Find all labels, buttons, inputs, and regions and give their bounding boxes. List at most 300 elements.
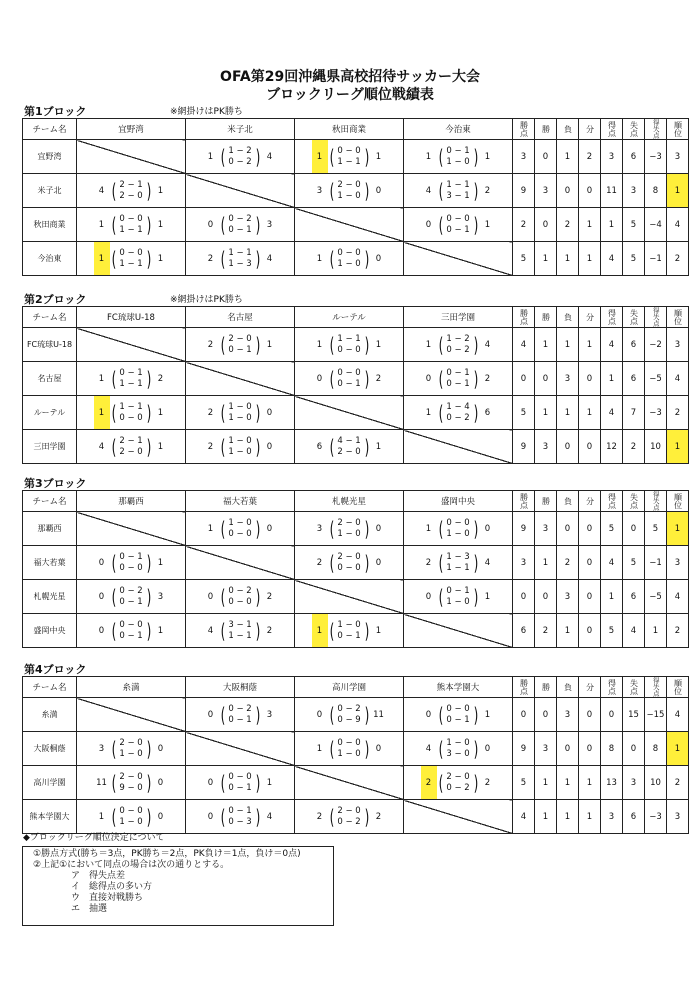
total-score: 2 [207,441,214,452]
second-half-score: 2 − 0 [119,190,143,201]
opponent-column-header: 名古屋 [186,307,295,328]
half-scores [337,436,360,458]
pk-win-score: 2 [421,766,437,799]
opponent-total-score: 0 [157,811,164,822]
match-result-cell: 1 ( 0 − 0 1 − 1 ) 1 [295,140,404,174]
first-half-score: 2 − 1 [119,179,143,190]
opponent-total-score: 2 [157,373,164,384]
rank-value: 3 [667,140,689,174]
first-half-score: 0 − 1 [446,585,470,596]
second-half-score: 1 − 1 [228,630,252,641]
points-value: 6 [513,614,535,648]
self-match-cell [404,614,513,648]
draws-value: 1 [579,208,601,242]
wins-value: 0 [535,140,557,174]
opponent-total-score: 0 [375,743,382,754]
points-column-header: 勝点 [513,307,535,328]
team-row [23,174,689,208]
second-half-score: 0 − 9 [337,714,361,725]
second-half-score: 0 − 2 [446,412,470,423]
goals-against-value: 5 [623,546,645,580]
losses-value: 0 [557,174,579,208]
team-name: 糸満 [23,698,77,732]
half-scores [228,248,251,270]
goals-against-value: 2 [623,430,645,464]
total-score: 1 [98,219,105,230]
goals-against-value: 3 [623,766,645,800]
opponent-total-score: 4 [484,557,491,568]
half-scores [228,402,251,424]
half-scores [119,368,142,390]
half-scores [337,552,360,574]
first-half-score: 0 − 0 [337,737,361,748]
match-result-cell: 2 ( 1 − 1 1 − 3 ) 4 [186,242,295,276]
opponent-column-header: 大阪桐蔭 [186,677,295,698]
match-result-cell: 0 ( 0 − 0 0 − 1 ) 1 [186,766,295,800]
half-scores [446,586,469,608]
team-column-header: チーム名 [23,119,77,140]
ga-column-header: 失点 [623,491,645,512]
half-scores [119,738,142,760]
match-result-cell: 2 ( 1 − 0 1 − 0 ) 0 [186,430,295,464]
total-score: 11 [96,777,107,788]
half-scores [337,620,360,642]
half-scores [119,772,142,794]
opponent-column-header: FC琉球U-18 [77,307,186,328]
opponent-column-header: 高川学園 [295,677,404,698]
second-half-score: 0 − 0 [228,596,252,607]
team-row [23,580,689,614]
match-result-cell: 1 ( 1 − 0 0 − 1 ) 1 [295,614,404,648]
total-score: 4 [98,185,105,196]
opponent-total-score: 3 [266,219,273,230]
first-half-score: 0 − 2 [337,703,361,714]
points-value: 4 [513,328,535,362]
half-scores [228,806,251,828]
first-half-score: 1 − 1 [119,401,143,412]
match-result-cell: 2 ( 2 − 0 0 − 2 ) 2 [404,766,513,800]
goal-difference-value: −4 [645,208,667,242]
opponent-total-score: 4 [266,253,273,264]
draws-value: 0 [579,732,601,766]
opponent-total-score: 1 [157,219,164,230]
wins-value: 1 [535,328,557,362]
total-score: 1 [98,373,105,384]
self-match-cell [295,766,404,800]
half-scores [228,518,251,540]
standings-table [22,306,689,464]
total-score: 0 [425,591,432,602]
first-half-score: 0 − 2 [228,703,252,714]
draws-value: 0 [579,362,601,396]
half-scores [228,704,251,726]
second-half-score: 0 − 2 [337,816,361,827]
self-match-cell [404,430,513,464]
team-row [23,766,689,800]
self-match-cell [404,800,513,834]
goals-against-value: 6 [623,140,645,174]
gd-column-header: 得失点 [645,677,667,698]
draws-value: 0 [579,580,601,614]
gd-column-header: 得失点 [645,491,667,512]
team-name: 熊本学園大 [23,800,77,834]
opponent-total-score: 1 [375,339,382,350]
half-scores [119,248,142,270]
block-name: 第3ブロック [24,477,87,490]
opponent-total-score: 1 [157,625,164,636]
losses-value: 0 [557,512,579,546]
first-half-score: 0 − 0 [446,517,470,528]
opponent-total-score: 4 [266,151,273,162]
goal-difference-value: 10 [645,430,667,464]
total-score: 0 [98,591,105,602]
goals-for-value: 1 [601,208,623,242]
points-value: 2 [513,208,535,242]
team-row [23,546,689,580]
draw-column-header: 分 [579,119,601,140]
draws-value: 0 [579,614,601,648]
half-scores [119,214,142,236]
opponent-total-score: 1 [157,441,164,452]
second-half-score: 3 − 1 [446,190,470,201]
rank-value: 4 [667,698,689,732]
win-column-header: 勝 [535,491,557,512]
second-half-score: 2 − 0 [119,446,143,457]
lose-column-header: 負 [557,119,579,140]
opponent-total-score: 1 [266,777,273,788]
total-score: 0 [207,219,214,230]
half-scores [337,180,360,202]
self-match-cell [186,174,295,208]
team-name: 札幌光星 [23,580,77,614]
match-result-cell: 1 ( 1 − 1 0 − 0 ) 1 [77,396,186,430]
points-value: 3 [513,546,535,580]
draws-value: 1 [579,766,601,800]
pk-win-score: 1 [94,396,110,429]
match-result-cell: 4 ( 3 − 1 1 − 1 ) 2 [186,614,295,648]
block-header [22,474,680,490]
opponent-column-header: 宜野湾 [77,119,186,140]
total-score: 0 [98,625,105,636]
match-result-cell: 1 ( 1 − 2 0 − 2 ) 4 [186,140,295,174]
team-row [23,328,689,362]
standings-table [22,676,689,834]
rank-value: 2 [667,614,689,648]
half-scores [337,368,360,390]
first-half-score: 0 − 0 [228,771,252,782]
match-result-cell: 1 ( 1 − 2 0 − 2 ) 4 [404,328,513,362]
total-score: 0 [316,709,323,720]
total-score: 1 [425,151,432,162]
goals-for-value: 1 [601,362,623,396]
goals-for-value: 1 [601,580,623,614]
goals-against-value: 3 [623,174,645,208]
half-scores [337,518,360,540]
half-scores [446,214,469,236]
total-score: 0 [207,777,214,788]
goal-difference-value: 8 [645,732,667,766]
rank-value: 2 [667,396,689,430]
rank-value: 2 [667,242,689,276]
goals-against-value: 5 [623,242,645,276]
wins-value: 1 [535,242,557,276]
match-result-cell: 3 ( 2 − 0 1 − 0 ) 0 [295,174,404,208]
match-result-cell: 1 ( 0 − 0 1 − 1 ) 1 [77,242,186,276]
goals-for-value: 11 [601,174,623,208]
total-score: 4 [98,441,105,452]
opponent-total-score: 11 [373,709,384,720]
draw-column-header: 分 [579,677,601,698]
total-score: 0 [425,219,432,230]
first-half-score: 3 − 1 [228,619,252,630]
self-match-cell [295,208,404,242]
first-half-score: 2 − 0 [337,551,361,562]
team-name: 今治東 [23,242,77,276]
first-half-score: 0 − 0 [337,247,361,258]
match-result-cell: 6 ( 4 − 1 2 − 0 ) 1 [295,430,404,464]
second-half-score: 1 − 1 [119,258,143,269]
half-scores [337,334,360,356]
second-half-score: 1 − 0 [228,446,252,457]
goals-against-value: 6 [623,328,645,362]
first-half-score: 0 − 1 [228,805,252,816]
rank-value: 1 [667,512,689,546]
opponent-total-score: 0 [266,441,273,452]
team-name: 宜野湾 [23,140,77,174]
rank-value: 3 [667,800,689,834]
rank-column-header: 順位 [667,677,689,698]
first-half-score: 0 − 1 [446,145,470,156]
opponent-total-score: 1 [266,339,273,350]
losses-value: 0 [557,732,579,766]
block-header [22,290,680,306]
opponent-total-score: 2 [375,373,382,384]
team-row [23,362,689,396]
first-half-score: 0 − 0 [119,247,143,258]
rules-box [22,833,334,926]
rules-item: ア 得失点差 [71,871,126,881]
goals-against-value: 15 [623,698,645,732]
second-half-score: 1 − 0 [446,596,470,607]
match-result-cell: 0 ( 0 − 1 0 − 0 ) 1 [77,546,186,580]
self-match-cell [77,512,186,546]
opponent-total-score: 2 [484,185,491,196]
draws-value: 0 [579,698,601,732]
first-half-score: 0 − 1 [446,367,470,378]
draws-value: 0 [579,430,601,464]
draw-column-header: 分 [579,491,601,512]
second-half-score: 1 − 3 [228,258,252,269]
losses-value: 1 [557,242,579,276]
draws-value: 0 [579,546,601,580]
first-half-score: 0 − 0 [446,703,470,714]
goals-against-value: 4 [623,614,645,648]
opponent-total-score: 4 [266,811,273,822]
goals-for-value: 5 [601,614,623,648]
rank-column-header: 順位 [667,307,689,328]
rank-column-header: 順位 [667,491,689,512]
opponent-total-score: 1 [157,185,164,196]
draw-column-header: 分 [579,307,601,328]
wins-value: 1 [535,800,557,834]
first-half-score: 2 − 0 [337,517,361,528]
goals-for-value: 12 [601,430,623,464]
half-scores [446,180,469,202]
opponent-total-score: 2 [266,625,273,636]
second-half-score: 1 − 1 [337,156,361,167]
second-half-score: 0 − 1 [228,714,252,725]
opponent-total-score: 6 [484,407,491,418]
opponent-total-score: 1 [375,151,382,162]
second-half-score: 0 − 0 [337,562,361,573]
team-name: 三田学園 [23,430,77,464]
opponent-column-header: 札幌光星 [295,491,404,512]
wins-value: 1 [535,766,557,800]
match-result-cell: 2 ( 2 − 0 0 − 2 ) 2 [295,800,404,834]
opponent-total-score: 0 [266,407,273,418]
second-half-score: 1 − 1 [119,224,143,235]
second-half-score: 0 − 1 [446,714,470,725]
rank-value: 4 [667,362,689,396]
first-half-score: 0 − 0 [119,619,143,630]
goals-against-value: 5 [623,208,645,242]
losses-value: 1 [557,614,579,648]
total-score: 3 [316,523,323,534]
wins-value: 0 [535,698,557,732]
rank-value: 3 [667,546,689,580]
first-half-score: 1 − 0 [446,737,470,748]
total-score: 4 [425,743,432,754]
goals-against-value: 6 [623,800,645,834]
losses-value: 1 [557,766,579,800]
second-half-score: 0 − 1 [446,224,470,235]
points-value: 5 [513,396,535,430]
opponent-column-header: 糸満 [77,677,186,698]
opponent-total-score: 3 [266,709,273,720]
first-half-score: 1 − 1 [337,333,361,344]
opponent-column-header: 今治東 [404,119,513,140]
first-half-score: 2 − 0 [119,737,143,748]
first-half-score: 2 − 0 [119,771,143,782]
second-half-score: 0 − 0 [119,412,143,423]
wins-value: 0 [535,362,557,396]
half-scores [337,738,360,760]
first-half-score: 0 − 0 [446,213,470,224]
second-half-score: 1 − 0 [337,528,361,539]
losses-value: 3 [557,580,579,614]
second-half-score: 2 − 0 [337,446,361,457]
wins-value: 3 [535,174,557,208]
match-result-cell: 0 ( 0 − 0 0 − 1 ) 1 [404,698,513,732]
half-scores [228,620,251,642]
block-name: 第4ブロック [24,663,87,676]
second-half-score: 9 − 0 [119,782,143,793]
half-scores [337,704,360,726]
match-result-cell: 0 ( 0 − 0 0 − 1 ) 2 [295,362,404,396]
ga-column-header: 失点 [623,119,645,140]
total-score: 1 [316,253,323,264]
opponent-column-header: 米子北 [186,119,295,140]
rules-line-2: ②上記①において同点の場合は次の通りとする。 [33,860,230,870]
opponent-total-score: 1 [157,253,164,264]
total-score: 1 [207,523,214,534]
first-half-score: 1 − 0 [228,435,252,446]
total-score: 2 [316,811,323,822]
second-half-score: 1 − 0 [337,748,361,759]
league-block [22,102,683,276]
opponent-column-header: 盛岡中央 [404,491,513,512]
losses-value: 0 [557,430,579,464]
team-row [23,732,689,766]
total-score: 1 [98,811,105,822]
total-score: 1 [207,151,214,162]
gf-column-header: 得点 [601,307,623,328]
match-result-cell: 2 ( 2 − 0 0 − 1 ) 1 [186,328,295,362]
team-name: 米子北 [23,174,77,208]
self-match-cell [295,396,404,430]
points-value: 0 [513,580,535,614]
match-result-cell: 0 ( 0 − 2 0 − 1 ) 3 [186,208,295,242]
second-half-score: 3 − 0 [446,748,470,759]
goal-difference-value: −1 [645,546,667,580]
half-scores [119,806,142,828]
match-result-cell: 0 ( 0 − 2 0 − 1 ) 3 [77,580,186,614]
rules-item: イ 総得点の多い方 [71,882,153,892]
team-name: ルーテル [23,396,77,430]
opponent-total-score: 2 [266,591,273,602]
team-row [23,242,689,276]
draws-value: 0 [579,174,601,208]
header-row [23,677,689,698]
half-scores [228,772,251,794]
match-result-cell: 1 ( 0 − 1 1 − 1 ) 2 [77,362,186,396]
match-result-cell: 0 ( 0 − 0 0 − 1 ) 1 [77,614,186,648]
second-half-score: 1 − 0 [337,190,361,201]
opponent-column-header: 秋田商業 [295,119,404,140]
gf-column-header: 得点 [601,677,623,698]
team-row [23,698,689,732]
lose-column-header: 負 [557,491,579,512]
wins-value: 3 [535,512,557,546]
draws-value: 1 [579,396,601,430]
header-row [23,491,689,512]
self-match-cell [295,580,404,614]
match-result-cell: 1 ( 1 − 1 0 − 0 ) 1 [295,328,404,362]
total-score: 1 [425,339,432,350]
rank-value: 1 [667,430,689,464]
rules-heading: ◆ブロックリーグ順位決定について [23,833,165,843]
team-name: 大阪桐蔭 [23,732,77,766]
goal-difference-value: −5 [645,362,667,396]
block-header [22,660,680,676]
win-column-header: 勝 [535,119,557,140]
first-half-score: 1 − 1 [228,247,252,258]
self-match-cell [186,362,295,396]
second-half-score: 0 − 1 [119,596,143,607]
draws-value: 1 [579,242,601,276]
self-match-cell [186,546,295,580]
team-row [23,512,689,546]
opponent-total-score: 1 [157,407,164,418]
win-column-header: 勝 [535,307,557,328]
points-value: 9 [513,512,535,546]
rank-value: 4 [667,208,689,242]
opponent-total-score: 3 [157,591,164,602]
match-result-cell: 0 ( 0 − 2 0 − 1 ) 3 [186,698,295,732]
match-result-cell: 1 ( 1 − 4 0 − 2 ) 6 [404,396,513,430]
total-score: 1 [425,523,432,534]
total-score: 2 [425,557,432,568]
